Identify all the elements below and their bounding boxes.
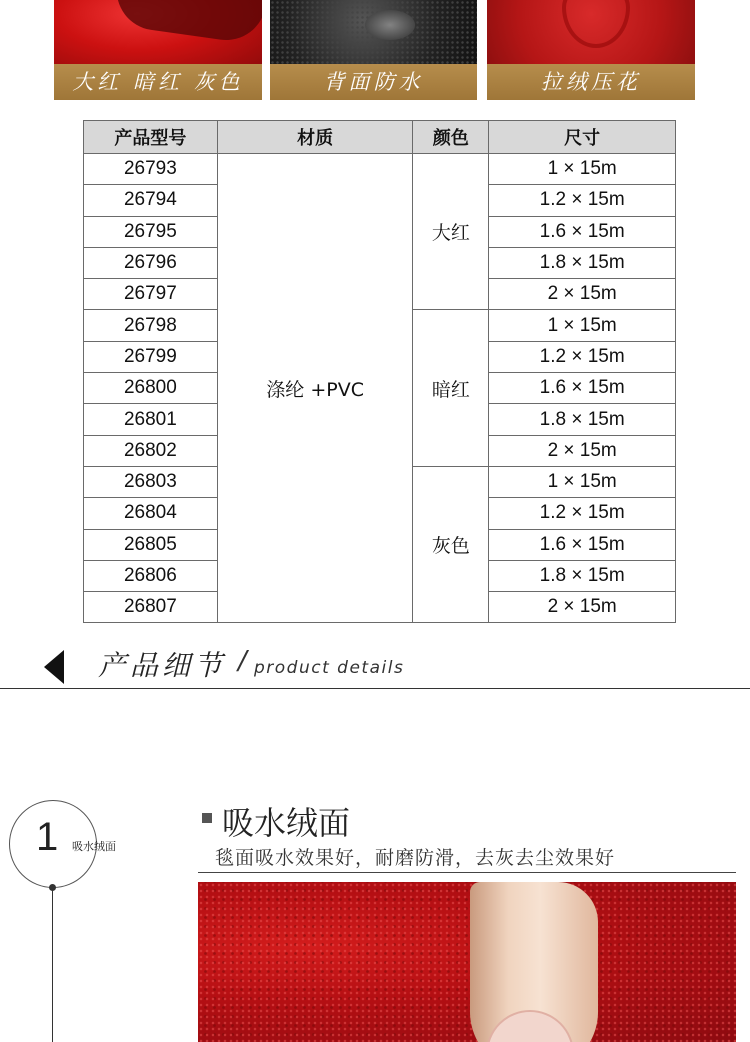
number-badge-digit: 1 xyxy=(36,815,59,859)
cell-size: 1.8 × 15m xyxy=(489,560,676,591)
cell-size: 1.6 × 15m xyxy=(489,529,676,560)
cell-size: 1 × 15m xyxy=(489,154,676,185)
cell-size: 1.6 × 15m xyxy=(489,216,676,247)
cell-size: 1.6 × 15m xyxy=(489,373,676,404)
timeline-line xyxy=(52,888,53,1042)
number-badge-label: 吸水绒面 xyxy=(72,840,116,853)
cell-model: 26806 xyxy=(84,560,218,591)
square-bullet-icon xyxy=(202,813,212,823)
red-mat-image xyxy=(54,0,262,70)
cell-size: 1.2 × 15m xyxy=(489,185,676,216)
cell-model: 26796 xyxy=(84,247,218,278)
cell-model: 26803 xyxy=(84,466,218,497)
spec-header-row xyxy=(84,121,676,154)
divider xyxy=(0,688,750,689)
cell-size: 1 × 15m xyxy=(489,310,676,341)
cell-model: 26807 xyxy=(84,592,218,623)
section-title-en: product details xyxy=(254,658,405,678)
header-color: 颜色 xyxy=(413,121,489,154)
header-material: 材质 xyxy=(217,121,413,154)
cell-size: 2 × 15m xyxy=(489,435,676,466)
cell-material: 涤纶 +PVC xyxy=(217,154,413,623)
cell-model: 26801 xyxy=(84,404,218,435)
detail-subtitle: 毯面吸水效果好，耐磨防滑，去灰去尘效果好 xyxy=(215,847,616,869)
detail-divider xyxy=(198,872,736,873)
feature-caption: 大红 暗红 灰色 xyxy=(54,64,262,100)
section-header xyxy=(0,640,750,690)
feature-card-colors xyxy=(54,0,262,102)
header-size: 尺寸 xyxy=(489,121,676,154)
cell-color: 暗红 xyxy=(413,310,489,466)
cell-size: 2 × 15m xyxy=(489,279,676,310)
cell-model: 26793 xyxy=(84,154,218,185)
cell-model: 26797 xyxy=(84,279,218,310)
cell-model: 26799 xyxy=(84,341,218,372)
feature-card-waterproof xyxy=(270,0,477,102)
cell-size: 1.8 × 15m xyxy=(489,247,676,278)
feature-card-embossed xyxy=(487,0,695,102)
waterproof-backing-image xyxy=(270,0,477,70)
header-model: 产品型号 xyxy=(84,121,218,154)
cell-size: 1.8 × 15m xyxy=(489,404,676,435)
cell-size: 1 × 15m xyxy=(489,466,676,497)
cell-model: 26802 xyxy=(84,435,218,466)
embossed-pile-image xyxy=(487,0,695,70)
cell-model: 26804 xyxy=(84,498,218,529)
feature-caption: 背面防水 xyxy=(270,64,477,100)
cell-color: 大红 xyxy=(413,154,489,310)
cell-model: 26794 xyxy=(84,185,218,216)
detail-title: 吸水绒面 xyxy=(222,804,351,842)
feature-caption: 拉绒压花 xyxy=(487,64,695,100)
cell-model: 26795 xyxy=(84,216,218,247)
cell-model: 26805 xyxy=(84,529,218,560)
cell-model: 26800 xyxy=(84,373,218,404)
cell-color: 灰色 xyxy=(413,466,489,622)
cell-size: 1.2 × 15m xyxy=(489,498,676,529)
spec-table xyxy=(83,120,676,623)
cell-size: 1.2 × 15m xyxy=(489,341,676,372)
pile-closeup-photo xyxy=(198,882,736,1042)
cell-size: 2 × 15m xyxy=(489,592,676,623)
section-slash: / xyxy=(238,646,247,676)
section-title: 产品细节 xyxy=(98,649,227,682)
triangle-left-icon xyxy=(44,650,64,684)
cell-model: 26798 xyxy=(84,310,218,341)
table-row xyxy=(84,154,676,185)
